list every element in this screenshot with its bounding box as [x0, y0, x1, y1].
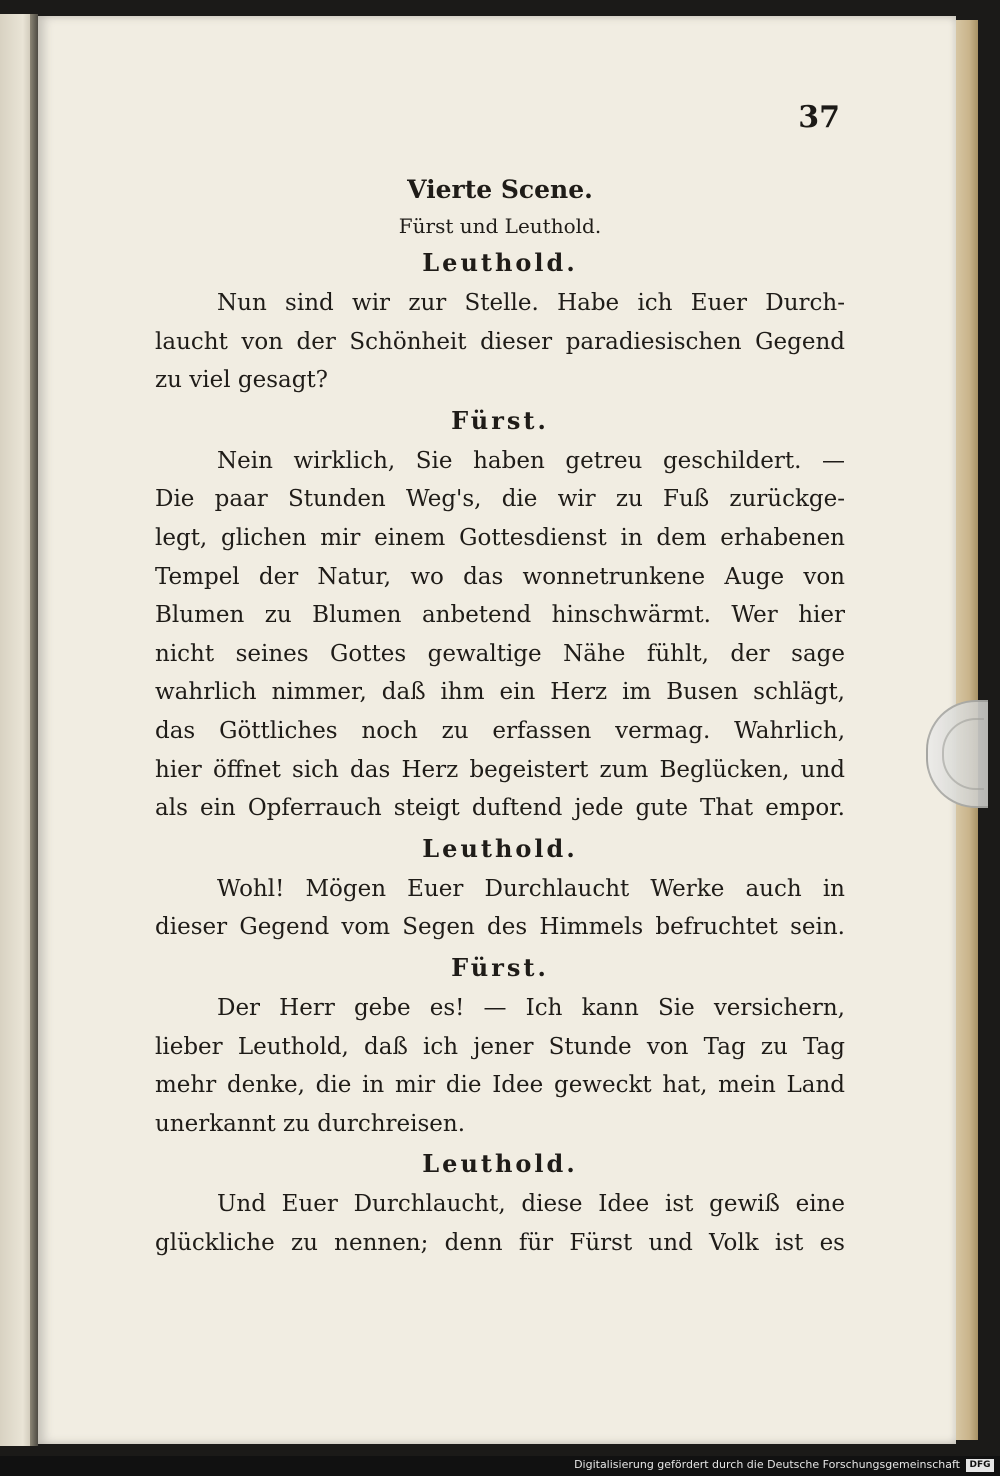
text-line: wahrlich nimmer, daß ihm ein Herz im Busen schlägt, — [155, 679, 845, 706]
text-line: Nun sind wir zur Stelle. Habe ich Euer Durch- — [217, 290, 845, 316]
text-line: dieser Gegend vom Segen des Himmels befruchtet sein. — [155, 914, 845, 941]
speaker-name: Leuthold. — [422, 248, 578, 277]
text-line: lieber Leuthold, daß ich jener Stunde von Tag zu Tag — [155, 1033, 845, 1060]
speaker-name: Leuthold. — [422, 833, 578, 863]
speech-paragraph — [155, 442, 845, 828]
scene-characters: Fürst und Leuthold. — [398, 214, 602, 238]
speaker-name: Fürst. — [451, 952, 549, 982]
text-line: Tempel der Natur, wo das wonnetrunkene Auge von — [155, 563, 845, 590]
footer-credit: Digitalisierung gefördert durch die Deutsche Forschungsgemeinschaft — [574, 1458, 960, 1471]
text-line: das Göttliches noch zu erfassen vermag. Wahrlich, — [155, 717, 845, 744]
text-line: Nein wirklich, Sie haben getreu geschildert. — — [217, 447, 845, 474]
dfg-logo: DFG — [966, 1459, 994, 1472]
scene-text — [155, 170, 845, 1262]
text-line: als ein Opferrauch steigt duftend jede gute That empor. — [155, 795, 845, 822]
speech-paragraph — [155, 284, 845, 400]
speaker-name: Leuthold. — [422, 1149, 578, 1179]
text-line: Und Euer Durchlaucht, diese Idee ist gewiß eine — [217, 1191, 845, 1218]
book-spine — [30, 14, 38, 1446]
speech-paragraph — [155, 870, 845, 947]
text-line: Der Herr gebe es! — Ich kann Sie versichern, — [217, 994, 845, 1021]
text-line: zu viel gesagt? — [155, 367, 329, 394]
text-line: legt, glichen mir einem Gottesdienst in dem erhabenen — [155, 524, 845, 551]
text-line: mehr denke, die in mir die Idee geweckt hat, mein Land — [155, 1072, 845, 1099]
text-line: laucht von der Schönheit dieser paradiesischen Gegend — [155, 328, 845, 355]
text-line: Wohl! Mögen Euer Durchlaucht Werke auch in — [217, 875, 845, 902]
speech-paragraph — [155, 1185, 845, 1262]
speaker-name: Fürst. — [451, 405, 549, 435]
footer-bar — [0, 1456, 1000, 1476]
scene-title: Vierte Scene. — [407, 175, 593, 204]
text-line: hier öffnet sich das Herz begeistert zum Beglücken, und — [155, 756, 845, 783]
page-number: 37 — [798, 100, 840, 135]
text-line: Die paar Stunden Weg's, die wir zu Fuß zurückge- — [155, 486, 845, 513]
speech-paragraph — [155, 989, 845, 1143]
text-line: nicht seines Gottes gewaltige Nähe fühlt, der sage — [155, 640, 845, 667]
text-line: Blumen zu Blumen anbetend hinschwärmt. Wer hier — [155, 602, 845, 629]
text-line: glückliche zu nennen; denn für Fürst und Volk ist es — [155, 1229, 845, 1256]
paper-clip-inner — [942, 718, 984, 790]
text-line: unerkannt zu durchreisen. — [155, 1110, 466, 1137]
